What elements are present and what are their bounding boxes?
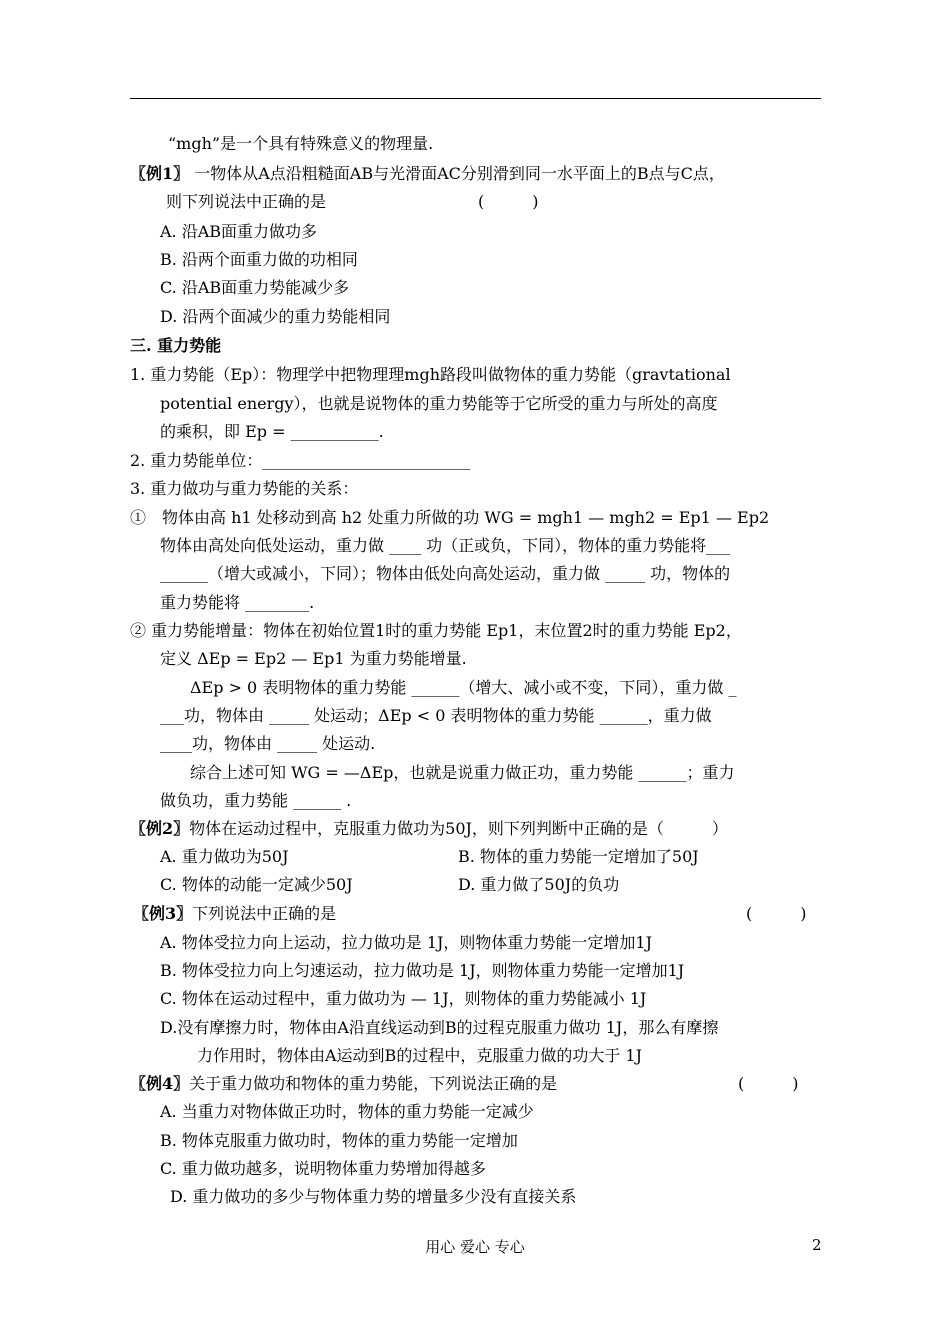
circle-2-line-1: ② 重力势能增量：物体在初始位置1时的重力势能 Ep1，末位置2时的重力势能 Ep2， [130,621,742,640]
circle-1-line-4: 重力势能将 ________. [160,593,315,612]
example-3-answer-paren: ( ) [746,904,807,923]
example-1-stem: 一物体从A点沿粗糙面AB与光滑面AC分别滑到同一水平面上的B点与C点， [194,164,725,183]
example-3-stem: 下列说法中正确的是 [192,904,337,923]
example-2-label: 〖例2〗 [130,819,190,838]
example-3-option-a: A. 物体受拉力向上运动，拉力做功是 1J，则物体重力势能一定增加1J [160,933,653,952]
page-number: 2 [812,1236,822,1254]
item-1-line-3: 的乘积，即 Ep = ___________. [160,422,384,441]
circle-2-line-4: ___功，物体由 _____ 处运动；ΔEp < 0 表明物体的重力势能 ______，重力做 [160,706,712,725]
example-3-label: 〖例3〗 [133,904,193,923]
intro-line [168,134,433,154]
example-3-stem-line [133,904,336,924]
example-2-option-a: A. 重力做功为50J [160,847,289,866]
example-3-option-c: C. 物体在运动过程中，重力做功为 — 1J，则物体的重力势能减小 1J [160,989,647,1008]
circle-2-line-3: ΔEp > 0 表明物体的重力势能 ______（增大、减小或不变，下同），重力做 _ [190,678,737,697]
example-4-label: 〖例4〗 [130,1074,190,1093]
example-4-option-a: A. 当重力对物体做正功时，物体的重力势能一定减少 [160,1102,534,1121]
section-3-heading: 三. 重力势能 [130,336,222,355]
circle-1-line-2: 物体由高处向低处运动，重力做 ____ 功（正或负，下同），物体的重力势能将___ [160,536,731,555]
item-1-line-1: 1. 重力势能（Ep）：物理学中把物理理mgh路段叫做物体的重力势能（gravtational [130,365,731,384]
example-4-stem-line [130,1074,557,1094]
circle-1-line-1: ① 物体由高 h1 处移动到高 h2 处重力所做的功 WG = mgh1 — mgh2 = Ep1 — Ep2 [130,508,770,527]
example-2-option-b: B. 物体的重力势能一定增加了50J [458,847,699,866]
example-4-option-b: B. 物体克服重力做功时，物体的重力势能一定增加 [160,1131,518,1150]
item-1-line-2: potential energy），也就是说物体的重力势能等于它所受的重力与所处的高度 [160,394,718,413]
circle-2-line-5: ____功，物体由 _____ 处运动. [160,734,376,753]
item-3-line: 3. 重力做功与重力势能的关系： [130,479,359,498]
example-1-option-d: D. 沿两个面减少的重力势能相同 [160,307,391,326]
example-3-option-b: B. 物体受拉力向上匀速运动，拉力做功是 1J，则物体重力势能一定增加1J [160,961,685,980]
header-rule [130,98,821,99]
example-2-option-d: D. 重力做了50J的负功 [458,875,620,894]
example-3-option-d-line-1: D.没有摩擦力时，物体由A沿直线运动到B的过程克服重力做功 1J，那么有摩擦 [160,1018,719,1037]
example-2-stem-line [130,819,728,839]
example-4-stem: 关于重力做功和物体的重力势能，下列说法正确的是 [189,1074,558,1093]
example-1-label: 〖例1〗 [130,164,190,183]
circle-2-line-2: 定义 ΔEp = Ep2 — Ep1 为重力势能增量. [160,649,467,668]
item-2-line: 2. 重力势能单位：__________________________ [130,451,471,470]
intro-text: 是一个具有特殊意义的物理量. [220,134,434,153]
example-1-stem-line [130,164,725,184]
example-2-option-c: C. 物体的动能一定减少50J [160,875,353,894]
circle-2-line-6: 综合上述可知 WG = —ΔEp，也就是说重力做正功，重力势能 ______；重力 [190,763,735,782]
circle-1-line-3: ______（增大或减小，下同）；物体由低处向高处运动，重力做 _____ 功，物体的 [160,564,731,583]
circle-2-line-7: 做负功，重力势能 ______ . [160,791,352,810]
example-4-option-d: D. 重力做功的多少与物体重力势的增量多少没有直接关系 [170,1187,577,1206]
example-1-option-c: C. 沿AB面重力势能减少多 [160,278,350,297]
example-4-option-c: C. 重力做功越多，说明物体重力势增加得越多 [160,1159,486,1178]
intro-quote: “mgh” [168,134,221,153]
example-1-stem-line-2: 则下列说法中正确的是 [166,192,327,211]
example-1-option-a: A. 沿AB面重力做功多 [160,222,318,241]
example-3-option-d-line-2: 力作用时，物体由A运动到B的过程中，克服重力做的功大于 1J [197,1046,642,1065]
example-1-answer-paren: ( ) [478,192,539,211]
example-4-answer-paren: ( ) [738,1074,799,1093]
example-1-option-b: B. 沿两个面重力做的功相同 [160,250,358,269]
example-2-stem: 物体在运动过程中，克服重力做功为50J，则下列判断中正确的是（ ） [189,819,728,838]
footer-motto: 用心 爱心 专心 [425,1238,525,1256]
